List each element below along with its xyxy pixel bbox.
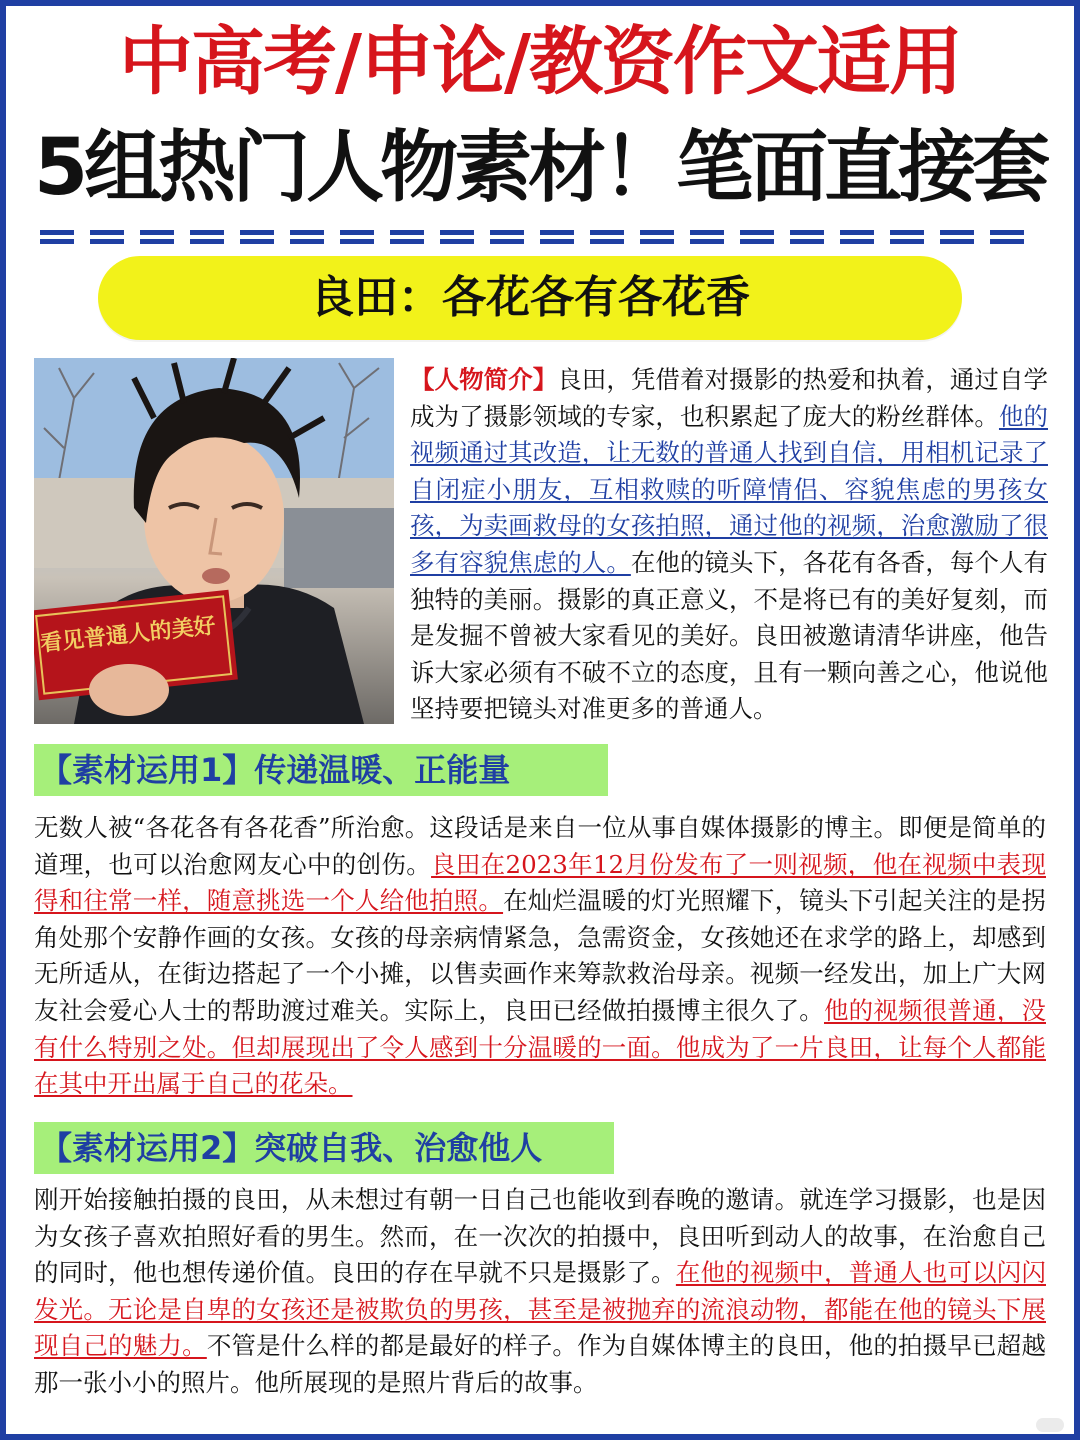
portrait-illustration: [34, 358, 394, 724]
title-line-1: 中高考/申论/教资作文适用: [118, 19, 962, 105]
section-2-heading: 【素材运用2】突破自我、治愈他人: [34, 1122, 614, 1174]
section-1-text-b: 在灿烂温暖的灯光照耀下，镜头下引起关注的是拐角处那个安静作画的女孩。女孩的母亲病情紧急，急需资金，女孩她还在求学的路上，却感到无所适从，在街边搭起了一个小摊，以售卖画作来筹款救治母亲。视频一经发出，加上广大网友社会爱心人士的帮助渡过难关。实际上，良田已经做拍摄博主很久了。: [34, 886, 1046, 1025]
section-2-text-b: 不管是什么样的都是最好的样子。作为自媒体博主的良田，他的拍摄早已超越那一张小小的照片。他所展现的是照片背后的故事。: [34, 1331, 1046, 1397]
intro-text-b: 在他的镜头下，各花有各香，每个人有独特的美丽。摄影的真正意义，不是将已有的美好复刻，而是发掘不曾被大家看见的美好。良田被邀请清华讲座，他告诉大家必须有不破不立的态度，且有一颗向善之心，他说他坚持要把镜头对准更多的普通人。: [410, 547, 1048, 724]
red-card-text: 看见普通人的美好: [39, 613, 217, 657]
intro-tag: 【人物简介】: [410, 365, 558, 394]
watermark-badge: [1036, 1418, 1064, 1432]
section-1-paragraph: [34, 810, 1046, 1103]
section-1-highlight-b: 他的视频很普通，没有什么特别之处。但却展现出了令人感到十分温暖的一面。他成为了一片良田，让每个人都能在其中开出属于自己的花朵。: [34, 995, 1046, 1099]
section-2-paragraph: [34, 1182, 1046, 1402]
section-1-highlight-a: 良田在2023年12月份发布了一则视频，他在视频中表现得和往常一样，随意挑选一个人给他拍照。: [34, 849, 1046, 916]
person-title-banner: 良田：各花各有各花香: [98, 256, 962, 340]
intro-paragraph: [410, 362, 1048, 728]
intro-highlight-blue: 他的视频通过其改造，让无数的普通人找到自信，用相机记录了自闭症小朋友，互相救赎的听障情侣、容貌焦虑的男孩女孩，为卖画救母的女孩拍照，通过他的视频，治愈激励了很多有容貌焦虑的人。: [410, 401, 1049, 577]
intro-text-a: 良田，凭借着对摄影的热爱和执着，通过自学成为了摄影领域的专家，也积累起了庞大的粉丝群体。: [410, 365, 1049, 431]
section-2-highlight-a: 在他的视频中，普通人也可以闪闪发光。无论是自卑的女孩还是被欺负的男孩，甚至是被抛弃的流浪动物，都能在他的镜头下展现自己的魅力。: [34, 1258, 1046, 1361]
section-1-text-a: 无数人被“各花各有各花香”所治愈。这段话是来自一位从事自媒体摄影的博主。即便是简单的道理，也可以治愈网友心中的创伤。: [34, 813, 1046, 879]
person-photo: [34, 358, 394, 724]
dashed-divider: [40, 230, 1040, 244]
section-1-heading: 【素材运用1】传递温暖、正能量: [34, 744, 608, 796]
title-line-2: 5组热门人物素材！笔面直接套: [33, 123, 1047, 213]
section-2-text-a: 刚开始接触拍摄的良田，从未想过有朝一日自己也能收到春晚的邀请。就连学习摄影，也是因为女孩子喜欢拍照好看的男生。然而，在一次次的拍摄中，良田听到动人的故事，在治愈自己的同时，他也想传递价值。良田的存在早就不只是摄影了。: [34, 1185, 1046, 1288]
